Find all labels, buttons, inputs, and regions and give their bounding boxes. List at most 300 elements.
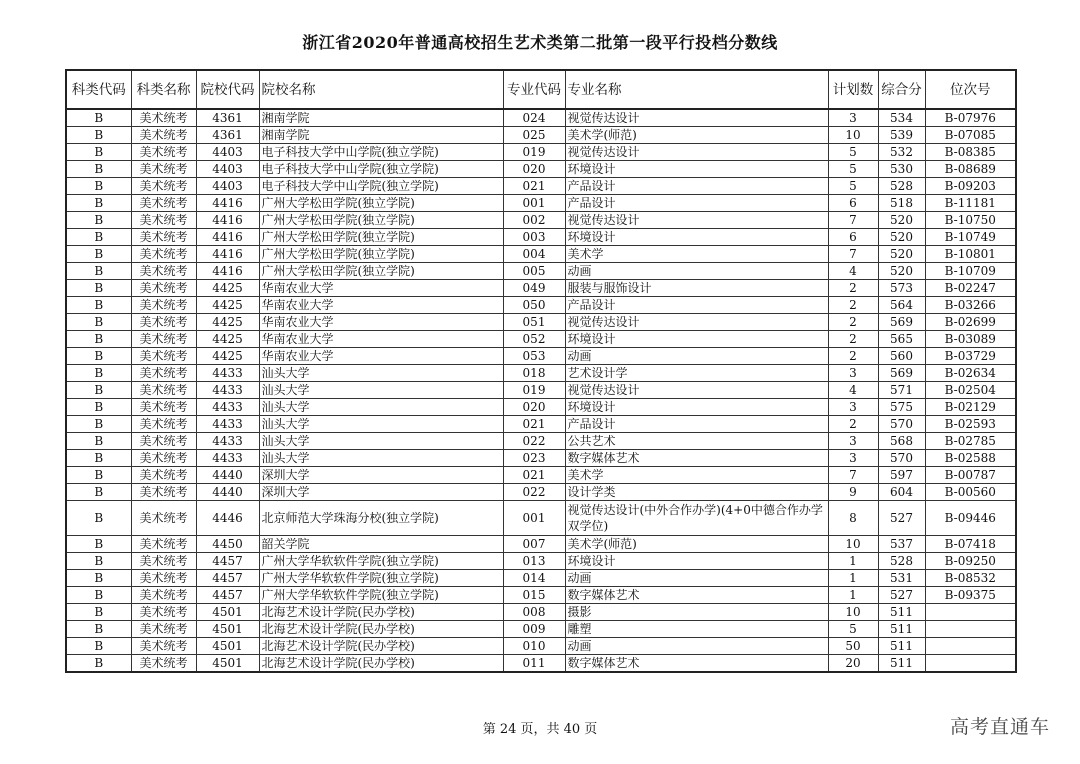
cell-major-code: 002 bbox=[503, 212, 565, 229]
table-row bbox=[66, 382, 1016, 399]
cell-category-code: B bbox=[66, 314, 131, 331]
cell-rank: B-10709 bbox=[925, 263, 1016, 280]
cell-rank: B-08532 bbox=[925, 570, 1016, 587]
table-row bbox=[66, 365, 1016, 382]
cell-score: 520 bbox=[878, 263, 925, 280]
cell-major-code: 052 bbox=[503, 331, 565, 348]
cell-category-name: 美术统考 bbox=[131, 416, 196, 433]
cell-school-code: 4425 bbox=[196, 348, 259, 365]
table-row bbox=[66, 195, 1016, 212]
cell-rank: B-00560 bbox=[925, 484, 1016, 501]
table-row bbox=[66, 212, 1016, 229]
cell-category-code: B bbox=[66, 536, 131, 553]
cell-school-code: 4450 bbox=[196, 536, 259, 553]
cell-major-name: 产品设计 bbox=[565, 297, 828, 314]
cell-plan-count: 3 bbox=[828, 433, 878, 450]
cell-plan-count: 10 bbox=[828, 127, 878, 144]
cell-plan-count: 5 bbox=[828, 178, 878, 195]
cell-major-name: 雕塑 bbox=[565, 621, 828, 638]
cell-major-name: 动画 bbox=[565, 348, 828, 365]
cell-school-name: 汕头大学 bbox=[259, 399, 503, 416]
cell-major-name: 环境设计 bbox=[565, 399, 828, 416]
cell-score: 511 bbox=[878, 621, 925, 638]
cell-major-code: 015 bbox=[503, 587, 565, 604]
cell-major-code: 011 bbox=[503, 655, 565, 673]
cell-school-code: 4403 bbox=[196, 161, 259, 178]
cell-major-name: 产品设计 bbox=[565, 416, 828, 433]
table-row bbox=[66, 621, 1016, 638]
col-header: 综合分 bbox=[878, 70, 925, 109]
table-row bbox=[66, 161, 1016, 178]
cell-rank: B-02699 bbox=[925, 314, 1016, 331]
cell-major-name: 环境设计 bbox=[565, 553, 828, 570]
cell-category-code: B bbox=[66, 161, 131, 178]
cell-category-code: B bbox=[66, 501, 131, 536]
col-header: 科类代码 bbox=[66, 70, 131, 109]
cell-school-code: 4433 bbox=[196, 450, 259, 467]
cell-major-name: 摄影 bbox=[565, 604, 828, 621]
cell-category-name: 美术统考 bbox=[131, 297, 196, 314]
cell-category-name: 美术统考 bbox=[131, 331, 196, 348]
cell-major-code: 021 bbox=[503, 416, 565, 433]
cell-plan-count: 10 bbox=[828, 536, 878, 553]
cell-category-name: 美术统考 bbox=[131, 246, 196, 263]
cell-major-name: 数字媒体艺术 bbox=[565, 655, 828, 673]
table-row bbox=[66, 331, 1016, 348]
cell-score: 518 bbox=[878, 195, 925, 212]
cell-plan-count: 3 bbox=[828, 399, 878, 416]
table-row bbox=[66, 297, 1016, 314]
cell-category-name: 美术统考 bbox=[131, 433, 196, 450]
cell-major-name: 环境设计 bbox=[565, 161, 828, 178]
cell-major-name: 美术学(师范) bbox=[565, 536, 828, 553]
cell-score: 565 bbox=[878, 331, 925, 348]
cell-major-name: 视觉传达设计 bbox=[565, 144, 828, 161]
cell-school-name: 华南农业大学 bbox=[259, 331, 503, 348]
score-table bbox=[65, 69, 1017, 673]
table-row bbox=[66, 553, 1016, 570]
cell-school-name: 汕头大学 bbox=[259, 433, 503, 450]
cell-category-name: 美术统考 bbox=[131, 484, 196, 501]
cell-plan-count: 4 bbox=[828, 382, 878, 399]
cell-rank: B-10750 bbox=[925, 212, 1016, 229]
cell-category-code: B bbox=[66, 450, 131, 467]
cell-major-code: 025 bbox=[503, 127, 565, 144]
cell-category-code: B bbox=[66, 263, 131, 280]
cell-plan-count: 7 bbox=[828, 212, 878, 229]
table-row bbox=[66, 246, 1016, 263]
cell-school-code: 4433 bbox=[196, 433, 259, 450]
cell-plan-count: 2 bbox=[828, 297, 878, 314]
cell-category-code: B bbox=[66, 229, 131, 246]
table-row bbox=[66, 144, 1016, 161]
cell-category-name: 美术统考 bbox=[131, 536, 196, 553]
table-row bbox=[66, 229, 1016, 246]
cell-category-code: B bbox=[66, 365, 131, 382]
cell-score: 520 bbox=[878, 246, 925, 263]
cell-school-code: 4416 bbox=[196, 263, 259, 280]
cell-major-code: 049 bbox=[503, 280, 565, 297]
col-header: 专业名称 bbox=[565, 70, 828, 109]
cell-school-name: 华南农业大学 bbox=[259, 348, 503, 365]
cell-score: 570 bbox=[878, 416, 925, 433]
col-header: 院校代码 bbox=[196, 70, 259, 109]
cell-major-name: 环境设计 bbox=[565, 331, 828, 348]
cell-category-name: 美术统考 bbox=[131, 638, 196, 655]
cell-category-name: 美术统考 bbox=[131, 263, 196, 280]
cell-category-name: 美术统考 bbox=[131, 195, 196, 212]
table-row bbox=[66, 484, 1016, 501]
cell-school-code: 4425 bbox=[196, 331, 259, 348]
cell-major-name: 视觉传达设计 bbox=[565, 212, 828, 229]
cell-plan-count: 5 bbox=[828, 161, 878, 178]
table-row bbox=[66, 638, 1016, 655]
cell-major-code: 001 bbox=[503, 501, 565, 536]
cell-major-code: 008 bbox=[503, 604, 565, 621]
cell-score: 597 bbox=[878, 467, 925, 484]
cell-major-code: 020 bbox=[503, 399, 565, 416]
table-row bbox=[66, 501, 1016, 536]
table-header-row bbox=[66, 70, 1016, 109]
cell-school-name: 北海艺术设计学院(民办学校) bbox=[259, 621, 503, 638]
cell-category-code: B bbox=[66, 178, 131, 195]
cell-major-name: 视觉传达设计 bbox=[565, 109, 828, 127]
cell-category-name: 美术统考 bbox=[131, 280, 196, 297]
cell-score: 527 bbox=[878, 587, 925, 604]
cell-plan-count: 3 bbox=[828, 450, 878, 467]
cell-category-name: 美术统考 bbox=[131, 212, 196, 229]
cell-major-name: 视觉传达设计(中外合作办学)(4+0中德合作办学双学位) bbox=[565, 501, 828, 536]
cell-category-code: B bbox=[66, 280, 131, 297]
cell-major-name: 数字媒体艺术 bbox=[565, 587, 828, 604]
cell-score: 560 bbox=[878, 348, 925, 365]
cell-school-name: 深圳大学 bbox=[259, 467, 503, 484]
cell-score: 511 bbox=[878, 604, 925, 621]
cell-category-code: B bbox=[66, 655, 131, 673]
cell-major-code: 051 bbox=[503, 314, 565, 331]
cell-category-code: B bbox=[66, 570, 131, 587]
cell-score: 537 bbox=[878, 536, 925, 553]
cell-school-code: 4416 bbox=[196, 229, 259, 246]
table-row bbox=[66, 314, 1016, 331]
cell-rank: B-02247 bbox=[925, 280, 1016, 297]
cell-school-code: 4433 bbox=[196, 416, 259, 433]
cell-category-name: 美术统考 bbox=[131, 604, 196, 621]
cell-rank: B-02504 bbox=[925, 382, 1016, 399]
cell-rank: B-09375 bbox=[925, 587, 1016, 604]
cell-category-name: 美术统考 bbox=[131, 229, 196, 246]
cell-school-name: 电子科技大学中山学院(独立学院) bbox=[259, 178, 503, 195]
cell-school-code: 4501 bbox=[196, 638, 259, 655]
cell-major-code: 021 bbox=[503, 467, 565, 484]
cell-rank: B-07976 bbox=[925, 109, 1016, 127]
cell-plan-count: 5 bbox=[828, 621, 878, 638]
cell-category-code: B bbox=[66, 109, 131, 127]
cell-major-code: 001 bbox=[503, 195, 565, 212]
cell-plan-count: 1 bbox=[828, 553, 878, 570]
cell-rank bbox=[925, 638, 1016, 655]
col-header: 专业代码 bbox=[503, 70, 565, 109]
cell-major-name: 视觉传达设计 bbox=[565, 382, 828, 399]
cell-major-name: 产品设计 bbox=[565, 178, 828, 195]
table-row bbox=[66, 127, 1016, 144]
cell-school-code: 4433 bbox=[196, 365, 259, 382]
cell-school-name: 广州大学松田学院(独立学院) bbox=[259, 195, 503, 212]
cell-major-code: 022 bbox=[503, 484, 565, 501]
cell-plan-count: 20 bbox=[828, 655, 878, 673]
cell-category-code: B bbox=[66, 399, 131, 416]
cell-score: 569 bbox=[878, 365, 925, 382]
cell-school-name: 北海艺术设计学院(民办学校) bbox=[259, 655, 503, 673]
table-row bbox=[66, 450, 1016, 467]
cell-category-name: 美术统考 bbox=[131, 382, 196, 399]
cell-school-code: 4416 bbox=[196, 212, 259, 229]
cell-school-name: 电子科技大学中山学院(独立学院) bbox=[259, 161, 503, 178]
cell-category-code: B bbox=[66, 195, 131, 212]
cell-category-name: 美术统考 bbox=[131, 127, 196, 144]
cell-major-name: 艺术设计学 bbox=[565, 365, 828, 382]
cell-school-name: 华南农业大学 bbox=[259, 314, 503, 331]
cell-rank: B-07085 bbox=[925, 127, 1016, 144]
table-row bbox=[66, 604, 1016, 621]
cell-major-code: 018 bbox=[503, 365, 565, 382]
cell-score: 532 bbox=[878, 144, 925, 161]
cell-plan-count: 2 bbox=[828, 280, 878, 297]
cell-rank: B-00787 bbox=[925, 467, 1016, 484]
table-row bbox=[66, 416, 1016, 433]
cell-plan-count: 2 bbox=[828, 416, 878, 433]
table-row bbox=[66, 399, 1016, 416]
cell-score: 531 bbox=[878, 570, 925, 587]
cell-score: 573 bbox=[878, 280, 925, 297]
cell-rank: B-11181 bbox=[925, 195, 1016, 212]
cell-score: 520 bbox=[878, 212, 925, 229]
cell-category-name: 美术统考 bbox=[131, 109, 196, 127]
cell-major-name: 美术学 bbox=[565, 246, 828, 263]
cell-major-code: 050 bbox=[503, 297, 565, 314]
cell-school-name: 汕头大学 bbox=[259, 365, 503, 382]
cell-score: 528 bbox=[878, 178, 925, 195]
cell-plan-count: 2 bbox=[828, 348, 878, 365]
cell-category-code: B bbox=[66, 127, 131, 144]
cell-score: 539 bbox=[878, 127, 925, 144]
cell-plan-count: 9 bbox=[828, 484, 878, 501]
cell-school-code: 4440 bbox=[196, 484, 259, 501]
cell-school-code: 4446 bbox=[196, 501, 259, 536]
cell-major-code: 010 bbox=[503, 638, 565, 655]
cell-plan-count: 3 bbox=[828, 109, 878, 127]
cell-major-code: 023 bbox=[503, 450, 565, 467]
cell-score: 569 bbox=[878, 314, 925, 331]
table-row bbox=[66, 655, 1016, 673]
cell-major-name: 视觉传达设计 bbox=[565, 314, 828, 331]
cell-category-code: B bbox=[66, 587, 131, 604]
cell-plan-count: 3 bbox=[828, 365, 878, 382]
cell-plan-count: 10 bbox=[828, 604, 878, 621]
table-row bbox=[66, 263, 1016, 280]
cell-score: 527 bbox=[878, 501, 925, 536]
cell-school-code: 4457 bbox=[196, 553, 259, 570]
cell-school-code: 4501 bbox=[196, 604, 259, 621]
cell-school-code: 4425 bbox=[196, 297, 259, 314]
table-row bbox=[66, 570, 1016, 587]
cell-rank: B-03266 bbox=[925, 297, 1016, 314]
cell-school-code: 4457 bbox=[196, 587, 259, 604]
cell-major-code: 005 bbox=[503, 263, 565, 280]
cell-category-name: 美术统考 bbox=[131, 399, 196, 416]
table-row bbox=[66, 280, 1016, 297]
cell-rank: B-08385 bbox=[925, 144, 1016, 161]
cell-score: 520 bbox=[878, 229, 925, 246]
cell-school-code: 4457 bbox=[196, 570, 259, 587]
cell-major-code: 004 bbox=[503, 246, 565, 263]
cell-category-name: 美术统考 bbox=[131, 144, 196, 161]
cell-school-code: 4416 bbox=[196, 195, 259, 212]
cell-major-name: 产品设计 bbox=[565, 195, 828, 212]
cell-category-name: 美术统考 bbox=[131, 501, 196, 536]
cell-category-code: B bbox=[66, 144, 131, 161]
cell-major-code: 013 bbox=[503, 553, 565, 570]
cell-rank: B-02129 bbox=[925, 399, 1016, 416]
cell-major-code: 053 bbox=[503, 348, 565, 365]
cell-school-code: 4361 bbox=[196, 109, 259, 127]
cell-score: 575 bbox=[878, 399, 925, 416]
table-row bbox=[66, 348, 1016, 365]
cell-category-code: B bbox=[66, 382, 131, 399]
cell-major-code: 024 bbox=[503, 109, 565, 127]
cell-category-name: 美术统考 bbox=[131, 365, 196, 382]
cell-major-code: 020 bbox=[503, 161, 565, 178]
cell-plan-count: 7 bbox=[828, 467, 878, 484]
cell-category-code: B bbox=[66, 553, 131, 570]
cell-category-name: 美术统考 bbox=[131, 161, 196, 178]
cell-school-code: 4501 bbox=[196, 621, 259, 638]
cell-rank: B-03729 bbox=[925, 348, 1016, 365]
cell-category-code: B bbox=[66, 297, 131, 314]
cell-category-code: B bbox=[66, 348, 131, 365]
cell-school-code: 4425 bbox=[196, 280, 259, 297]
cell-rank: B-09446 bbox=[925, 501, 1016, 536]
cell-plan-count: 6 bbox=[828, 195, 878, 212]
cell-plan-count: 2 bbox=[828, 331, 878, 348]
cell-school-name: 北海艺术设计学院(民办学校) bbox=[259, 604, 503, 621]
cell-major-code: 021 bbox=[503, 178, 565, 195]
cell-school-name: 电子科技大学中山学院(独立学院) bbox=[259, 144, 503, 161]
cell-score: 511 bbox=[878, 655, 925, 673]
cell-major-name: 动画 bbox=[565, 638, 828, 655]
col-header: 院校名称 bbox=[259, 70, 503, 109]
cell-rank: B-08689 bbox=[925, 161, 1016, 178]
cell-category-code: B bbox=[66, 467, 131, 484]
cell-major-code: 019 bbox=[503, 144, 565, 161]
table-row bbox=[66, 109, 1016, 127]
cell-plan-count: 50 bbox=[828, 638, 878, 655]
cell-score: 530 bbox=[878, 161, 925, 178]
cell-category-code: B bbox=[66, 484, 131, 501]
cell-major-name: 动画 bbox=[565, 263, 828, 280]
cell-rank: B-07418 bbox=[925, 536, 1016, 553]
cell-plan-count: 8 bbox=[828, 501, 878, 536]
table-row bbox=[66, 433, 1016, 450]
cell-school-code: 4416 bbox=[196, 246, 259, 263]
cell-school-name: 广州大学松田学院(独立学院) bbox=[259, 212, 503, 229]
cell-school-name: 广州大学华软软件学院(独立学院) bbox=[259, 570, 503, 587]
cell-plan-count: 5 bbox=[828, 144, 878, 161]
table-row bbox=[66, 587, 1016, 604]
cell-school-code: 4425 bbox=[196, 314, 259, 331]
cell-school-name: 华南农业大学 bbox=[259, 297, 503, 314]
cell-school-name: 湘南学院 bbox=[259, 109, 503, 127]
cell-rank bbox=[925, 655, 1016, 673]
cell-category-name: 美术统考 bbox=[131, 467, 196, 484]
cell-category-code: B bbox=[66, 246, 131, 263]
cell-school-name: 北京师范大学珠海分校(独立学院) bbox=[259, 501, 503, 536]
cell-score: 528 bbox=[878, 553, 925, 570]
cell-rank bbox=[925, 604, 1016, 621]
cell-major-name: 环境设计 bbox=[565, 229, 828, 246]
cell-score: 564 bbox=[878, 297, 925, 314]
cell-school-name: 华南农业大学 bbox=[259, 280, 503, 297]
cell-plan-count: 6 bbox=[828, 229, 878, 246]
cell-school-code: 4403 bbox=[196, 178, 259, 195]
cell-major-code: 014 bbox=[503, 570, 565, 587]
cell-school-name: 广州大学松田学院(独立学院) bbox=[259, 263, 503, 280]
cell-school-code: 4440 bbox=[196, 467, 259, 484]
cell-score: 571 bbox=[878, 382, 925, 399]
cell-category-name: 美术统考 bbox=[131, 570, 196, 587]
cell-major-name: 公共艺术 bbox=[565, 433, 828, 450]
cell-category-name: 美术统考 bbox=[131, 314, 196, 331]
page-footer: 第 24 页，共 40 页 bbox=[482, 722, 598, 737]
cell-school-name: 广州大学华软软件学院(独立学院) bbox=[259, 553, 503, 570]
cell-plan-count: 4 bbox=[828, 263, 878, 280]
cell-rank: B-03089 bbox=[925, 331, 1016, 348]
cell-school-code: 4433 bbox=[196, 399, 259, 416]
table-row bbox=[66, 178, 1016, 195]
cell-school-code: 4433 bbox=[196, 382, 259, 399]
cell-school-name: 韶关学院 bbox=[259, 536, 503, 553]
cell-major-name: 服装与服饰设计 bbox=[565, 280, 828, 297]
cell-rank bbox=[925, 621, 1016, 638]
table-row bbox=[66, 467, 1016, 484]
cell-score: 570 bbox=[878, 450, 925, 467]
col-header: 科类名称 bbox=[131, 70, 196, 109]
brand-watermark: 高考直通车 bbox=[949, 716, 1050, 738]
cell-rank: B-02634 bbox=[925, 365, 1016, 382]
cell-major-code: 009 bbox=[503, 621, 565, 638]
table-row bbox=[66, 536, 1016, 553]
cell-category-name: 美术统考 bbox=[131, 178, 196, 195]
col-header: 计划数 bbox=[828, 70, 878, 109]
cell-category-name: 美术统考 bbox=[131, 655, 196, 673]
cell-major-name: 美术学(师范) bbox=[565, 127, 828, 144]
cell-plan-count: 1 bbox=[828, 570, 878, 587]
cell-major-code: 007 bbox=[503, 536, 565, 553]
cell-school-name: 深圳大学 bbox=[259, 484, 503, 501]
cell-category-name: 美术统考 bbox=[131, 348, 196, 365]
cell-rank: B-02785 bbox=[925, 433, 1016, 450]
cell-plan-count: 2 bbox=[828, 314, 878, 331]
cell-category-code: B bbox=[66, 604, 131, 621]
cell-school-name: 广州大学松田学院(独立学院) bbox=[259, 229, 503, 246]
cell-category-code: B bbox=[66, 638, 131, 655]
cell-score: 534 bbox=[878, 109, 925, 127]
page-title: 浙江省2020年普通高校招生艺术类第二批第一段平行投档分数线 bbox=[302, 33, 778, 52]
cell-category-name: 美术统考 bbox=[131, 553, 196, 570]
cell-category-code: B bbox=[66, 331, 131, 348]
cell-score: 511 bbox=[878, 638, 925, 655]
cell-school-name: 北海艺术设计学院(民办学校) bbox=[259, 638, 503, 655]
